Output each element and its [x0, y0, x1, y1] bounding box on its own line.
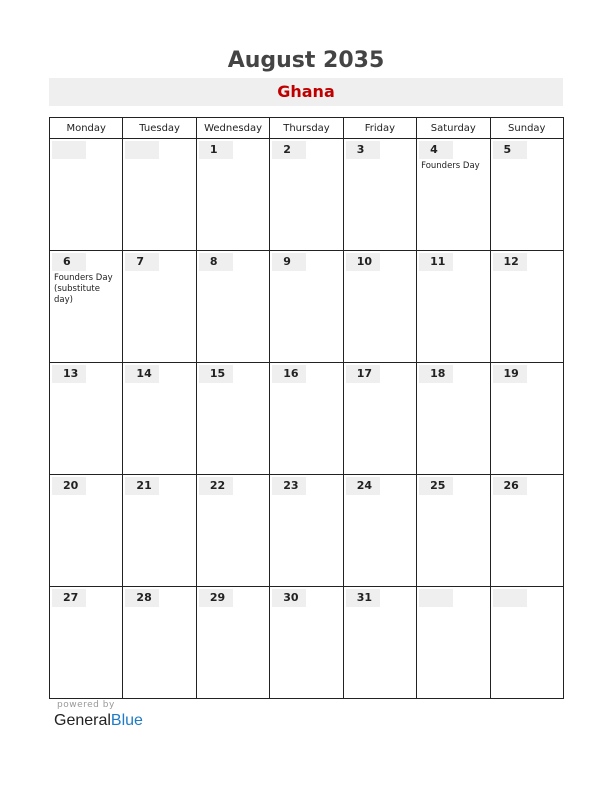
weekday-header-row [50, 118, 564, 139]
day-number: 11 [419, 253, 453, 271]
country-banner [49, 78, 563, 106]
day-cell [123, 251, 196, 363]
holiday-label: Founders Day [421, 161, 480, 171]
powered-by-text: powered by [57, 700, 115, 710]
day-number: 8 [199, 253, 233, 271]
brand-logo[interactable] [54, 712, 143, 730]
day-number: 7 [125, 253, 159, 271]
weekday-friday: Friday [343, 118, 416, 139]
day-cell [123, 587, 196, 699]
day-number: 28 [125, 589, 159, 607]
day-cell [417, 251, 490, 363]
day-number: 18 [419, 365, 453, 383]
day-number: 21 [125, 477, 159, 495]
day-cell [50, 251, 123, 363]
weekday-wednesday: Wednesday [196, 118, 269, 139]
day-cell [50, 475, 123, 587]
day-cell [417, 139, 490, 251]
day-number: 19 [493, 365, 527, 383]
day-number: 3 [346, 141, 380, 159]
day-cell [123, 475, 196, 587]
weekday-monday: Monday [50, 118, 123, 139]
week-row [50, 587, 564, 699]
day-cell [490, 139, 563, 251]
day-number [125, 141, 159, 159]
day-cell [490, 363, 563, 475]
day-number: 4 [419, 141, 453, 159]
day-number: 9 [272, 253, 306, 271]
day-number: 14 [125, 365, 159, 383]
day-number: 31 [346, 589, 380, 607]
day-cell [343, 475, 416, 587]
day-cell [196, 587, 269, 699]
day-cell [417, 587, 490, 699]
day-cell [270, 251, 343, 363]
day-number: 22 [199, 477, 233, 495]
day-number: 20 [52, 477, 86, 495]
weekday-tuesday: Tuesday [123, 118, 196, 139]
day-number: 26 [493, 477, 527, 495]
day-cell [343, 587, 416, 699]
day-cell [50, 139, 123, 251]
day-cell [343, 363, 416, 475]
day-cell [490, 251, 563, 363]
day-cell [270, 475, 343, 587]
calendar-grid [49, 117, 564, 699]
day-number: 24 [346, 477, 380, 495]
weekday-sunday: Sunday [490, 118, 563, 139]
week-row [50, 139, 564, 251]
brand-general: General [54, 712, 111, 729]
day-number: 10 [346, 253, 380, 271]
day-cell [490, 587, 563, 699]
weekday-saturday: Saturday [417, 118, 490, 139]
day-cell [417, 363, 490, 475]
week-row [50, 251, 564, 363]
day-cell [123, 139, 196, 251]
day-cell [270, 587, 343, 699]
day-number [419, 589, 453, 607]
day-number: 1 [199, 141, 233, 159]
brand-blue: Blue [110, 712, 143, 729]
country-name: Ghana [277, 82, 335, 101]
day-cell [417, 475, 490, 587]
day-number: 29 [199, 589, 233, 607]
day-cell [490, 475, 563, 587]
weekday-thursday: Thursday [270, 118, 343, 139]
day-number: 23 [272, 477, 306, 495]
day-cell [50, 363, 123, 475]
day-cell [270, 363, 343, 475]
week-row [50, 475, 564, 587]
day-number: 2 [272, 141, 306, 159]
day-number: 6 [52, 253, 86, 271]
day-cell [123, 363, 196, 475]
day-number: 30 [272, 589, 306, 607]
day-number [493, 589, 527, 607]
day-cell [196, 363, 269, 475]
day-number: 16 [272, 365, 306, 383]
day-number: 12 [493, 253, 527, 271]
day-number: 13 [52, 365, 86, 383]
day-number: 27 [52, 589, 86, 607]
day-cell [343, 139, 416, 251]
day-number: 17 [346, 365, 380, 383]
day-cell [196, 475, 269, 587]
week-row [50, 363, 564, 475]
day-cell [270, 139, 343, 251]
day-cell [196, 139, 269, 251]
holiday-label: Founders Day (substitute day) [54, 273, 113, 305]
day-number: 5 [493, 141, 527, 159]
day-number [52, 141, 86, 159]
day-cell [343, 251, 416, 363]
page-title: August 2035 [227, 48, 385, 73]
day-cell [196, 251, 269, 363]
day-cell [50, 587, 123, 699]
day-number: 15 [199, 365, 233, 383]
day-number: 25 [419, 477, 453, 495]
